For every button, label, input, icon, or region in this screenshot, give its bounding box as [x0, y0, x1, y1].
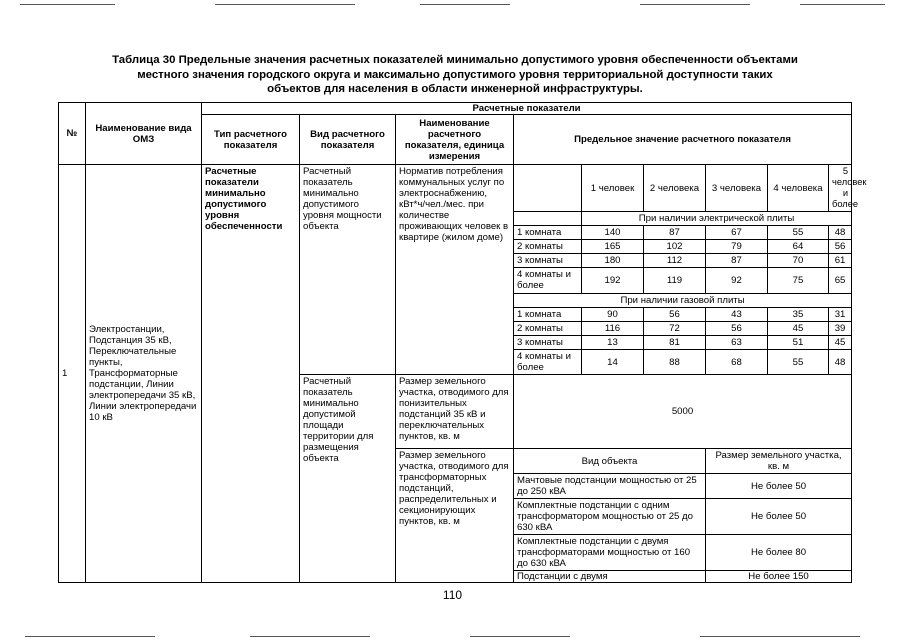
value-cell: 72 [644, 322, 706, 336]
object-kind: Мачтовые подстанции мощностью от 25 до 250 кВА [514, 474, 706, 499]
rooms-label: 2 комнаты [514, 240, 582, 254]
value-cell: 192 [582, 268, 644, 294]
value-cell: 102 [644, 240, 706, 254]
value-cell: 75 [768, 268, 829, 294]
value-cell: 63 [706, 336, 768, 350]
empty-cell [514, 212, 582, 226]
value-cell: 140 [582, 226, 644, 240]
row-num: 1 [59, 165, 86, 583]
top-rule [640, 4, 750, 5]
rooms-label: 1 комната [514, 226, 582, 240]
gas-stove-label: При наличии газовой плиты [514, 294, 852, 308]
title-line-2: местного значения городского округа и максимально допустимого уровня территориальной доступности таких [137, 68, 773, 81]
value-cell: 79 [706, 240, 768, 254]
indicators-table [58, 102, 867, 583]
value-cell: 13 [582, 336, 644, 350]
indicator-name-consumption: Норматив потребления коммунальных услуг по электроснабжению, кВт*ч/чел./мес. при количестве проживающих человек в квартире (жилом доме) [396, 165, 514, 375]
value-cell: 87 [644, 226, 706, 240]
header-omz: Наименование вида ОМЗ [86, 103, 202, 165]
electric-stove-label: При наличии электрической плиты [582, 212, 852, 226]
indicator-kind-area: Расчетный показатель минимально допустимой площади территории для размещения объекта [300, 375, 396, 583]
value-cell: 70 [768, 254, 829, 268]
empty-cell [514, 165, 582, 212]
plot-size: Не более 50 [706, 499, 852, 535]
value-cell: 31 [829, 308, 852, 322]
indicator-type: Расчетные показатели минимально допустимого уровня обеспеченности [202, 165, 300, 583]
value-cell: 68 [706, 350, 768, 375]
sub-header-plot-size: Размер земельного участка, кв. м [706, 449, 852, 474]
persons-header: 1 человек [582, 165, 644, 212]
value-cell: 45 [768, 322, 829, 336]
value-cell: 180 [582, 254, 644, 268]
header-group: Расчетные показатели [202, 103, 852, 115]
value-cell: 48 [829, 226, 852, 240]
title-line-1: Таблица 30 Предельные значения расчетных показателей минимально допустимого уровня обеспеченности объектами [112, 54, 798, 66]
value-cell: 64 [768, 240, 829, 254]
value-cell: 56 [706, 322, 768, 336]
bottom-rule [250, 636, 370, 637]
rooms-label: 4 комнаты и более [514, 350, 582, 375]
value-cell: 61 [829, 254, 852, 268]
value-cell: 116 [582, 322, 644, 336]
value-cell: 119 [644, 268, 706, 294]
rooms-label: 4 комнаты и более [514, 268, 582, 294]
value-cell: 56 [829, 240, 852, 254]
persons-header: 3 человека [706, 165, 768, 212]
value-cell: 45 [829, 336, 852, 350]
object-kind: Комплектные подстанции с одним трансформатором мощностью от 25 до 630 кВА [514, 499, 706, 535]
indicator-name-transformer-area: Размер земельного участка, отводимого для трансформаторных подстанций, распределительных и секционирующих пунктов, кв. м [396, 449, 514, 583]
indicator-kind-power: Расчетный показатель минимально допустимого уровня мощности объекта [300, 165, 396, 375]
indicator-name-substation-area: Размер земельного участка, отводимого для понизительных подстанций 35 кВ и переключательных пунктов, кв. м [396, 375, 514, 449]
rooms-label: 3 комнаты [514, 336, 582, 350]
value-cell: 35 [768, 308, 829, 322]
value-cell: 88 [644, 350, 706, 375]
sub-header-object-kind: Вид объекта [514, 449, 706, 474]
bottom-rule [25, 636, 155, 637]
persons-header: 4 человека [768, 165, 829, 212]
header-limit: Предельное значение расчетного показателя [514, 115, 852, 165]
object-kind: Комплектные подстанции с двумя трансформаторами мощностью от 160 до 630 кВА [514, 535, 706, 571]
value-cell: 81 [644, 336, 706, 350]
top-rule [800, 4, 885, 5]
value-cell: 55 [768, 350, 829, 375]
value-cell: 55 [768, 226, 829, 240]
value-cell: 39 [829, 322, 852, 336]
table-row [59, 165, 852, 212]
plot-size: Не более 150 [706, 571, 852, 583]
value-cell: 43 [706, 308, 768, 322]
header-type: Тип расчетного показателя [202, 115, 300, 165]
value-cell: 51 [768, 336, 829, 350]
top-rule [20, 4, 115, 5]
persons-header: 2 человека [644, 165, 706, 212]
object-kind: Подстанции с двумя [514, 571, 706, 583]
page-number: 110 [442, 588, 463, 602]
value-cell: 92 [706, 268, 768, 294]
top-rule [215, 4, 355, 5]
header-kind: Вид расчетного показателя [300, 115, 396, 165]
value-cell: 90 [582, 308, 644, 322]
plot-size: Не более 50 [706, 474, 852, 499]
value-cell: 165 [582, 240, 644, 254]
value-cell: 14 [582, 350, 644, 375]
substation-area-value: 5000 [514, 375, 852, 449]
rooms-label: 1 комната [514, 308, 582, 322]
value-cell: 87 [706, 254, 768, 268]
header-name: Наименование расчетного показателя, единица измерения [396, 115, 514, 165]
value-cell: 56 [644, 308, 706, 322]
plot-size: Не более 80 [706, 535, 852, 571]
rooms-label: 2 комнаты [514, 322, 582, 336]
value-cell: 48 [829, 350, 852, 375]
bottom-rule [700, 636, 860, 637]
header-num: № [59, 103, 86, 165]
value-cell: 112 [644, 254, 706, 268]
bottom-rule [470, 636, 570, 637]
persons-header: 5 человек и более [829, 165, 852, 212]
page-title [40, 53, 870, 97]
rooms-label: 3 комнаты [514, 254, 582, 268]
top-rule [420, 4, 510, 5]
title-line-3: объектов для населения в области инженерной инфраструктуры. [267, 83, 643, 95]
omz-name: Электростанции, Подстанция 35 кВ, Переключательные пункты, Трансформаторные подстанции, Линии электропередачи 35 кВ, Линии электропередачи 10 кВ [86, 165, 202, 583]
table-header-row [59, 103, 852, 115]
value-cell: 67 [706, 226, 768, 240]
value-cell: 65 [829, 268, 852, 294]
